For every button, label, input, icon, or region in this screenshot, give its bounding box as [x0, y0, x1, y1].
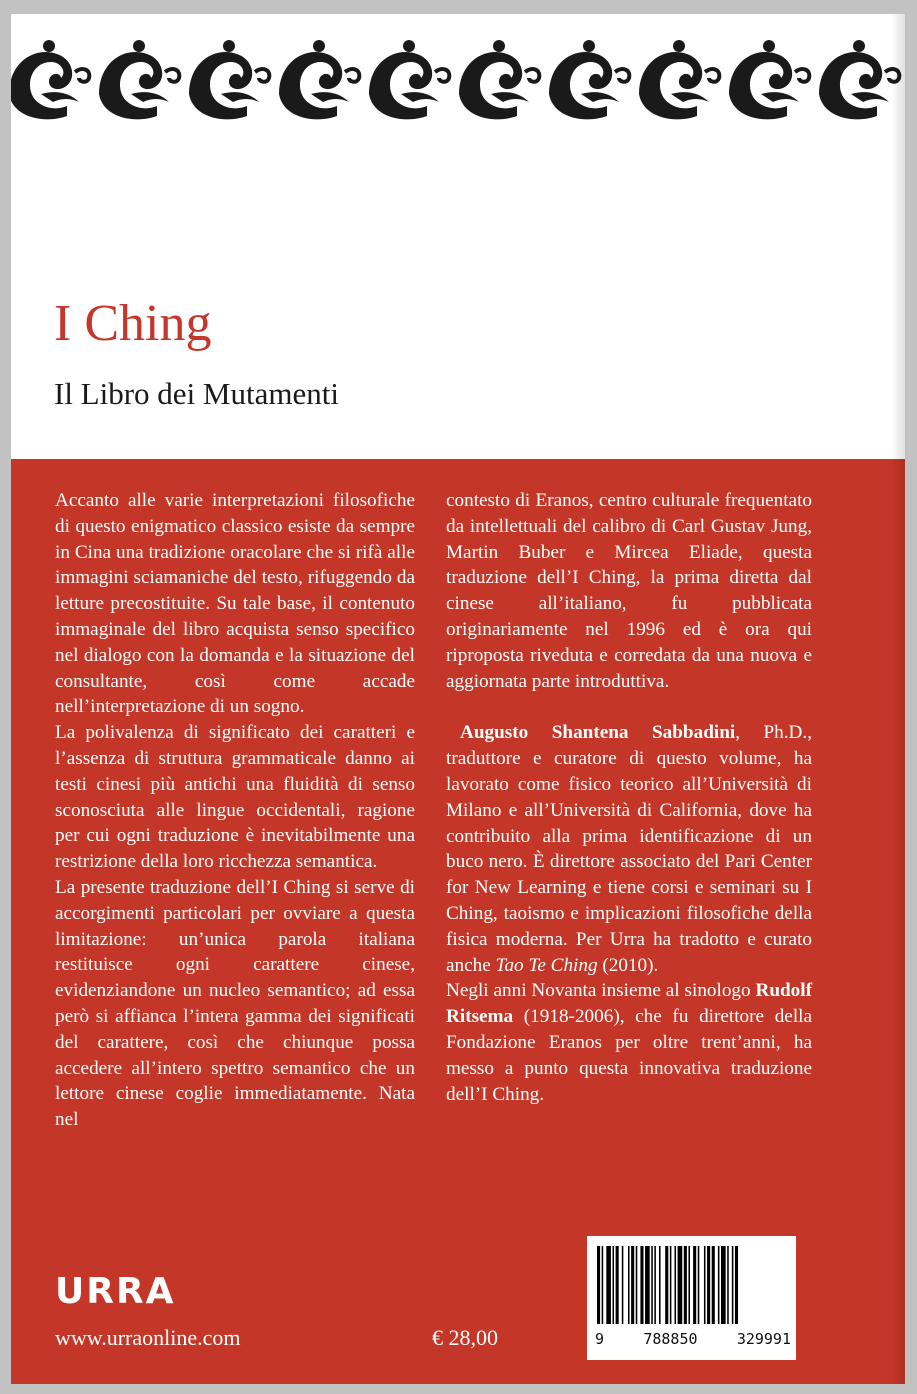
barcode-bar — [622, 1246, 624, 1324]
barcode-label — [587, 1236, 796, 1360]
barcode-bar — [735, 1246, 738, 1324]
barcode-bar — [645, 1246, 650, 1324]
blurb-paragraph: La presente traduzione dell’I Ching si serve di accorgimenti particolari per ovviare a questa limitazione: un’unica parola italiana restituisce ogni carattere cinese, evidenziandone un nucleo semantico; ad essa però si affianca l’intera gamma dei significati del carattere, così che chiunque possa accedere all’intero spettro semantico che un lettore cinese coglie immediatamente. Nata nel — [55, 876, 415, 1131]
barcode-bar — [602, 1246, 604, 1324]
blurb-paragraph: La polivalenza di significato dei caratteri e l’assenza di struttura grammaticale danno ai testi cinesi più antichi una fluidità di senso sconosciuta alle lingue occidentali, ragione per cui ogni traduzione è inevitabilmente una restrizione della loro ricchezza semantica. — [55, 722, 415, 873]
isbn-prefix: 9 — [595, 1330, 605, 1348]
barcode-bar — [631, 1246, 634, 1324]
book-subtitle: Il Libro dei Mutamenti — [54, 376, 339, 411]
author-name: Augusto Shantena Sabbadini — [460, 722, 736, 744]
barcode-bar — [597, 1246, 600, 1324]
coauthor-bio-text: (1918-2006), che fu direttore della Fondazione Eranos per oltre trent’anni, ha messo a punto questa innovativa traduzione dell’I Ching. — [446, 1006, 812, 1105]
blurb-right-column — [446, 488, 812, 1107]
publisher-logo: URRA — [55, 1271, 176, 1312]
barcode-bar — [640, 1246, 643, 1324]
barcode-bar — [636, 1246, 638, 1324]
barcode-bar — [659, 1246, 661, 1324]
barcode-bar — [727, 1246, 729, 1324]
book-price: € 28,00 — [432, 1325, 498, 1350]
barcode-bar — [678, 1246, 683, 1324]
barcode-bar — [665, 1246, 668, 1324]
barcode-bar — [718, 1246, 720, 1324]
barcode-bar — [721, 1246, 726, 1324]
barcode-bar — [698, 1246, 700, 1324]
author-bio — [446, 720, 812, 978]
book-reference: Tao Te Ching — [495, 954, 598, 976]
barcode-bar — [732, 1246, 734, 1324]
barcode-bar — [712, 1246, 715, 1324]
blurb-panel — [11, 459, 905, 1384]
barcode-bar — [684, 1246, 687, 1324]
coauthor-bio-start: Negli anni Novanta insieme al sinologo — [446, 980, 756, 1002]
isbn-group-2: 329991 — [736, 1330, 791, 1348]
publisher-url: www.urraonline.com — [55, 1325, 241, 1350]
barcode-bar — [606, 1246, 611, 1324]
book-back-cover — [11, 14, 905, 1384]
barcode-bar — [675, 1246, 677, 1324]
barcode-bar — [654, 1246, 656, 1324]
blurb-paragraph: contesto di Eranos, centro culturale frequentato da intellettuali del calibro di Carl Gustav Jung, Martin Buber e Mircea Eliade, questa traduzione dell’I Ching, la prima diretta dal cinese all’italiano, fu pubblicata originariamente nel 1996 ed è ora qui riproposta riveduta e corredata da una nuova e aggiornata parte introduttiva. — [446, 490, 812, 692]
author-bio-end: (2010). — [597, 954, 659, 976]
coauthor-name: Rudolf Ritsema — [446, 980, 812, 1028]
barcode-bar — [704, 1246, 706, 1324]
barcode-bar — [651, 1246, 653, 1324]
coauthor-bio — [446, 978, 812, 1107]
isbn-number — [595, 1330, 791, 1348]
blurb-paragraph: Accanto alle varie interpretazioni filosofiche di questo enigmatico classico esiste da sempre in Cina una tradizione oracolare che si rifà alle immagini sciamaniche del testo, rifuggendo da letture precostituite. Su tale base, il contenuto immaginale del libro acquista senso specifico nel dialogo con la domanda e la situazione del consultante, così come accade nell’interpretazione di un sogno. — [55, 490, 415, 718]
barcode-bar — [707, 1246, 710, 1324]
barcode-bar — [628, 1246, 630, 1324]
scroll-wave-border-icon — [11, 32, 905, 132]
barcode-bar — [616, 1246, 619, 1324]
barcode-bar — [670, 1246, 672, 1324]
barcode-bar — [688, 1246, 690, 1324]
blurb-left-column — [55, 488, 415, 1133]
isbn-group-1: 788850 — [643, 1330, 698, 1348]
barcode-bar — [613, 1246, 615, 1324]
book-title: I Ching — [54, 295, 212, 352]
author-bio-text: , Ph.D., traduttore e curatore di questo volume, ha lavorato come fisico teorico all’Università di Milano e all’Università di California, dove ha contribuito alla prima identificazione di un buco nero. È direttore associato del Pari Center for New Learning e tiene corsi e seminari su I Ching, taoismo e implicazioni filosofiche della fisica moderna. Per Urra ha tradotto e curato anche — [446, 722, 812, 976]
barcode-bar — [693, 1246, 696, 1324]
barcode-icon — [597, 1246, 787, 1324]
